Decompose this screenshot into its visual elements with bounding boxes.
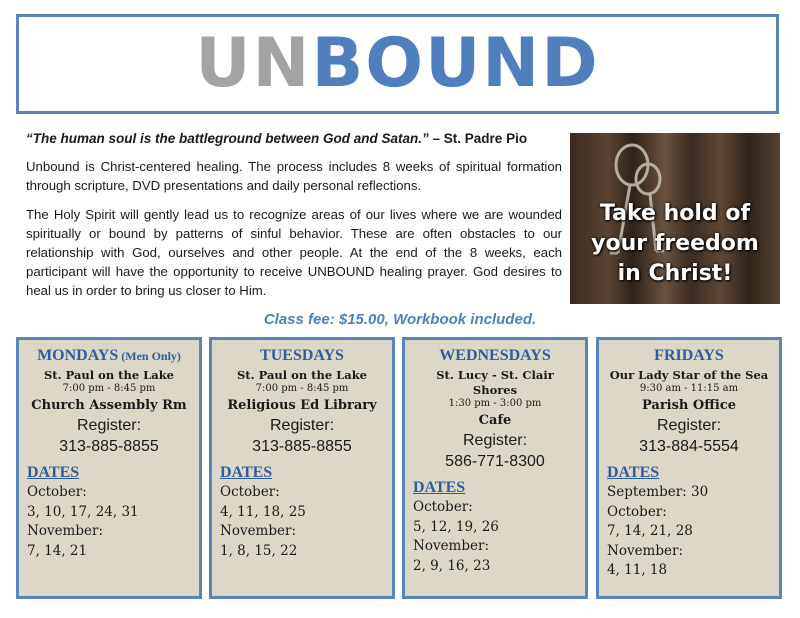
session-day [27, 346, 191, 366]
register-label: Register: [462, 432, 528, 449]
register-phone: 313-885-8855 [59, 438, 159, 455]
session-room: Church Assembly Rm [31, 398, 187, 413]
dates-heading: DATES [413, 479, 466, 496]
session-day [220, 346, 384, 366]
session-room: Religious Ed Library [227, 398, 377, 413]
date-line: 5, 12, 19, 26 [413, 518, 499, 535]
day-label: MONDAYS [37, 347, 119, 364]
register-label: Register: [269, 417, 335, 434]
register-phone: 313-884-5554 [639, 438, 739, 455]
session-location: St. Lucy - St. Clair Shores [436, 368, 554, 397]
dates-heading: DATES [220, 464, 273, 481]
class-fee: Class fee: $15.00, Workbook included. [263, 311, 537, 328]
quote-attribution: – St. Padre Pio [428, 131, 528, 146]
register-phone: 313-885-8855 [252, 438, 352, 455]
date-line: October: [413, 499, 473, 515]
photo-caption [570, 199, 780, 289]
register-label: Register: [76, 417, 142, 434]
date-line: 2, 9, 16, 23 [413, 557, 491, 574]
date-line: 3, 10, 17, 24, 31 [27, 503, 139, 520]
session-location: St. Paul on the Lake [44, 368, 174, 382]
session-time: 7:00 pm - 8:45 pm [255, 383, 349, 394]
date-line: 4, 11, 18 [607, 562, 668, 578]
date-line: 1, 8, 15, 22 [220, 542, 298, 559]
title-bound: BOUND [311, 24, 600, 103]
session-time: 9:30 am - 11:15 am [639, 383, 739, 394]
keys-image [570, 133, 780, 304]
day-label: TUESDAYS [260, 347, 344, 364]
session-time: 7:00 pm - 8:45 pm [62, 383, 156, 394]
dates-heading: DATES [607, 464, 660, 481]
intro-paragraph: Unbound is Christ-centered healing. The process includes 8 weeks of spiritual formation through scripture, DVD presentations and daily personal reflections. [26, 159, 562, 193]
title-banner [16, 14, 779, 114]
date-line: September: 30 [607, 484, 709, 500]
register-label: Register: [656, 417, 722, 434]
date-line: November: [27, 523, 103, 539]
title-un: UN [195, 24, 312, 103]
session-card-wednesday [402, 337, 588, 599]
caption-line-2: your freedom [591, 231, 759, 256]
day-label: FRIDAYS [654, 347, 724, 364]
description-paragraph: The Holy Spirit will gently lead us to recognize areas of our lives where we are wounded spiritually or bound by patterns of sinful behavior. These are often obstacles to our relationship with God, ourselves and other people. At the end of the 8 weeks, each participant will have the opportunity to receive UNBOUND healing prayer. God desires to heal us in order to bring us closer to Him. [26, 207, 562, 298]
session-location: Our Lady Star of the Sea [609, 368, 769, 382]
dates-heading: DATES [27, 464, 80, 481]
date-line: November: [413, 538, 489, 554]
date-line: 7, 14, 21, 28 [607, 523, 693, 539]
date-line: October: [27, 484, 87, 500]
date-line: November: [607, 542, 683, 559]
session-day [607, 346, 771, 366]
register-phone: 586-771-8300 [445, 453, 545, 470]
day-label: WEDNESDAYS [439, 347, 551, 364]
date-line: November: [220, 523, 296, 539]
session-card-monday [16, 337, 202, 599]
session-location: St. Paul on the Lake [237, 368, 367, 382]
caption-line-3: in Christ! [617, 261, 733, 286]
session-card-tuesday [209, 337, 395, 599]
caption-line-1: Take hold of [599, 201, 751, 226]
session-room: Cafe [478, 413, 512, 428]
quote [26, 131, 566, 146]
session-day [413, 346, 577, 366]
date-line: 7, 14, 21 [27, 542, 88, 559]
page-title [195, 24, 600, 103]
session-time: 1:30 pm - 3:00 pm [448, 398, 542, 409]
date-line: October: [607, 503, 667, 520]
date-line: October: [220, 484, 280, 500]
day-note: (Men Only) [118, 349, 181, 363]
quote-text: “The human soul is the battleground between God and Satan.” [26, 131, 429, 146]
session-room: Parish Office [641, 398, 737, 413]
date-line: 4, 11, 18, 25 [220, 503, 306, 520]
session-card-friday [596, 337, 782, 599]
